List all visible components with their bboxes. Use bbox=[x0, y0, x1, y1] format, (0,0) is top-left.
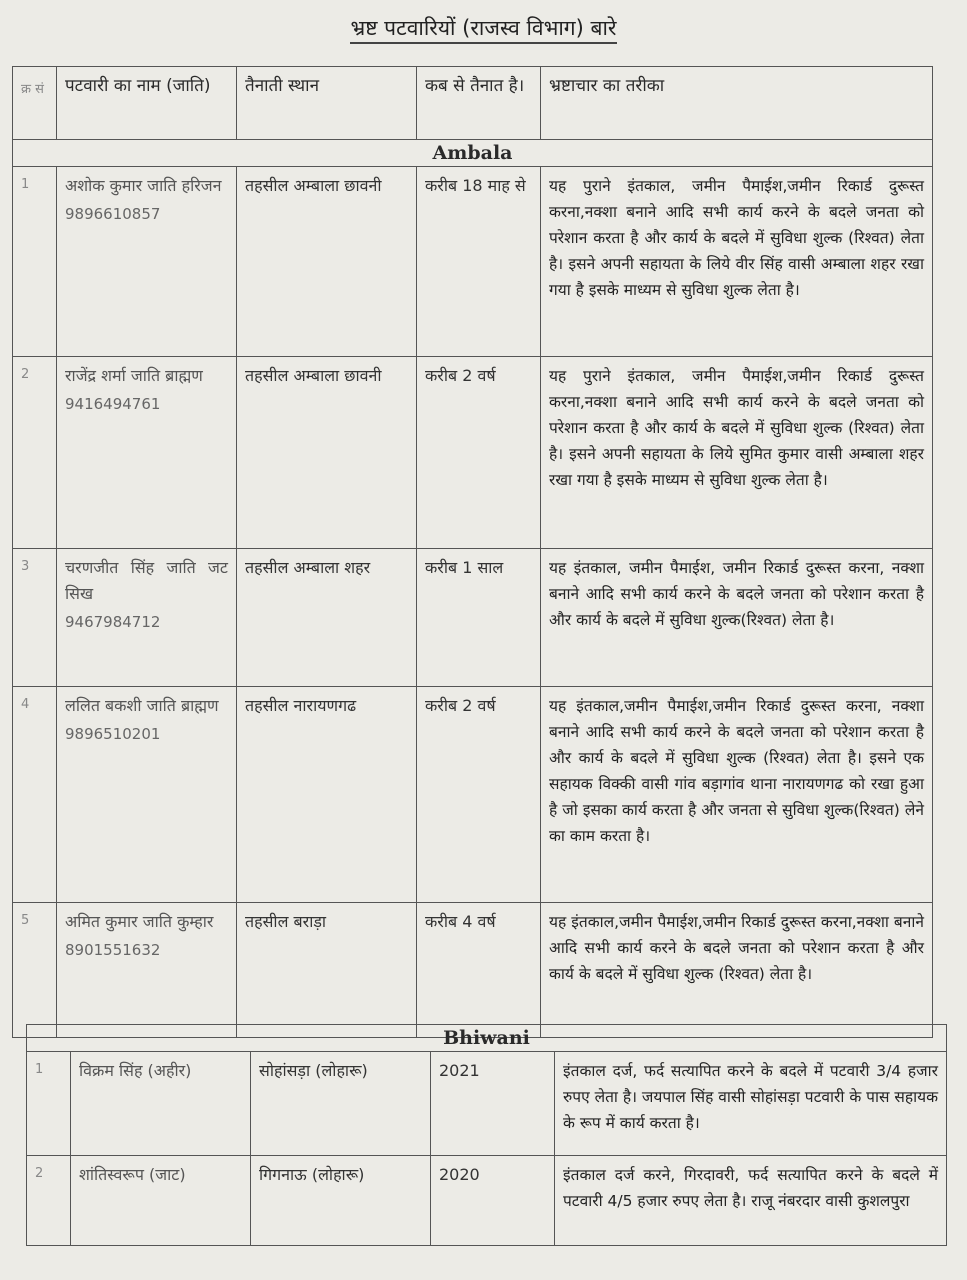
header-name: पटवारी का नाम (जाति) bbox=[57, 67, 237, 140]
table-row bbox=[13, 167, 933, 357]
row-method: यह पुराने इंतकाल, जमीन पैमाईश,जमीन रिकार्ड दुरूस्त करना,नक्शा बनाने आदि सभी कार्य करने के बदले जनता को परेशान करता है और कार्य के बदले में सुविधा शुल्क (रिश्वत) लेता है। इसने अपनी सहायता के लिये सुमित कुमार वासी अम्बाला शहर रखा गया है इसके माध्यम से सुविधा शुल्क लेता है। bbox=[541, 357, 933, 549]
row-place: तहसील अम्बाला शहर bbox=[237, 549, 417, 687]
row-place: सोहांसड़ा (लोहारू) bbox=[251, 1052, 431, 1156]
patwari-table-bhiwani bbox=[26, 1024, 947, 1246]
region-heading: Ambala bbox=[13, 140, 933, 167]
row-name: राजेंद्र शर्मा जाति ब्राह्मण 9416494761 bbox=[57, 357, 237, 549]
row-name: अमित कुमार जाति कुम्हार 8901551632 bbox=[57, 903, 237, 1038]
row-since: करीब 2 वर्ष bbox=[417, 357, 541, 549]
row-since: 2021 bbox=[431, 1052, 555, 1156]
row-place: तहसील अम्बाला छावनी bbox=[237, 357, 417, 549]
row-method: इंतकाल दर्ज, फर्द सत्यापित करने के बदले में पटवारी 3/4 हजार रुपए लेता है। जयपाल सिंह वासी सोहांसड़ा पटवारी के पास सहायक के रूप में कार्य करता है। bbox=[555, 1052, 947, 1156]
table-row bbox=[13, 903, 933, 1038]
row-sn: 3 bbox=[13, 549, 57, 687]
row-method: यह पुराने इंतकाल, जमीन पैमाईश,जमीन रिकार्ड दुरूस्त करना,नक्शा बनाने आदि सभी कार्य करने के बदले जनता को परेशान करता है और कार्य के बदले में सुविधा शुल्क (रिश्वत) लेता है। इसने अपनी सहायता के लिये वीर सिंह वासी अम्बाला शहर रखा गया है इसके माध्यम से सुविधा शुल्क लेता है। bbox=[541, 167, 933, 357]
row-place: गिगनाऊ (लोहारू) bbox=[251, 1156, 431, 1246]
table-row bbox=[13, 549, 933, 687]
row-since: करीब 4 वर्ष bbox=[417, 903, 541, 1038]
row-sn: 1 bbox=[13, 167, 57, 357]
header-sn: क्र सं bbox=[13, 67, 57, 140]
row-name: विक्रम सिंह (अहीर) bbox=[71, 1052, 251, 1156]
row-name: अशोक कुमार जाति हरिजन 9896610857 bbox=[57, 167, 237, 357]
row-since: करीब 18 माह से bbox=[417, 167, 541, 357]
region-heading: Bhiwani bbox=[27, 1025, 947, 1052]
row-method: इंतकाल दर्ज करने, गिरदावरी, फर्द सत्यापित करने के बदले में पटवारी 4/5 हजार रुपए लेता है। राजू नंबरदार वासी कुशलपुरा bbox=[555, 1156, 947, 1246]
table-header-row bbox=[13, 67, 933, 140]
row-place: तहसील नारायणगढ bbox=[237, 687, 417, 903]
row-sn: 2 bbox=[13, 357, 57, 549]
row-sn: 2 bbox=[27, 1156, 71, 1246]
table-row bbox=[27, 1156, 947, 1246]
row-name: ललित बकशी जाति ब्राह्मण 9896510201 bbox=[57, 687, 237, 903]
row-phone: 9896610857 bbox=[65, 205, 161, 223]
row-phone: 9416494761 bbox=[65, 395, 161, 413]
row-name: चरणजीत सिंह जाति जट सिख 9467984712 bbox=[57, 549, 237, 687]
table-row bbox=[13, 357, 933, 549]
patwari-table-ambala bbox=[12, 66, 933, 1038]
row-phone: 8901551632 bbox=[65, 941, 161, 959]
row-place: तहसील बराड़ा bbox=[237, 903, 417, 1038]
row-phone: 9896510201 bbox=[65, 725, 161, 743]
row-method: यह इंतकाल,जमीन पैमाईश,जमीन रिकार्ड दुरूस्त करना,नक्शा बनाने आदि सभी कार्य करने के बदले जनता को परेशान करता है और कार्य के बदले में सुविधा शुल्क (रिश्वत) लेता है। bbox=[541, 903, 933, 1038]
region-row bbox=[13, 140, 933, 167]
row-phone: 9467984712 bbox=[65, 613, 161, 631]
row-sn: 5 bbox=[13, 903, 57, 1038]
table-row bbox=[27, 1052, 947, 1156]
row-since: 2020 bbox=[431, 1156, 555, 1246]
document-title: भ्रष्ट पटवारियों (राजस्व विभाग) बारे bbox=[0, 14, 967, 42]
row-name: शांतिस्वरूप (जाट) bbox=[71, 1156, 251, 1246]
row-place: तहसील अम्बाला छावनी bbox=[237, 167, 417, 357]
header-since: कब से तैनात है। bbox=[417, 67, 541, 140]
header-method: भ्रष्टाचार का तरीका bbox=[541, 67, 933, 140]
row-method: यह इंतकाल,जमीन पैमाईश,जमीन रिकार्ड दुरूस्त करना, नक्शा बनाने आदि सभी कार्य करने के बदले जनता को परेशान करता है और कार्य के बदले में सुविधा शुल्क (रिश्वत) लेता है। इसने एक सहायक विक्की वासी गांव बड़ागांव थाना नारायणगढ को रखा हुआ है जो इसका कार्य करता है और जनता से सुविधा शुल्क(रिश्वत) लेने का काम करता है। bbox=[541, 687, 933, 903]
header-place: तैनाती स्थान bbox=[237, 67, 417, 140]
row-since: करीब 1 साल bbox=[417, 549, 541, 687]
row-sn: 1 bbox=[27, 1052, 71, 1156]
region-row bbox=[27, 1025, 947, 1052]
table-row bbox=[13, 687, 933, 903]
row-sn: 4 bbox=[13, 687, 57, 903]
row-since: करीब 2 वर्ष bbox=[417, 687, 541, 903]
row-method: यह इंतकाल, जमीन पैमाईश, जमीन रिकार्ड दुरूस्त करना, नक्शा बनाने आदि सभी कार्य करने के बदले जनता को परेशान करता है और कार्य के बदले में सुविधा शुल्क(रिश्वत) लेता है। bbox=[541, 549, 933, 687]
